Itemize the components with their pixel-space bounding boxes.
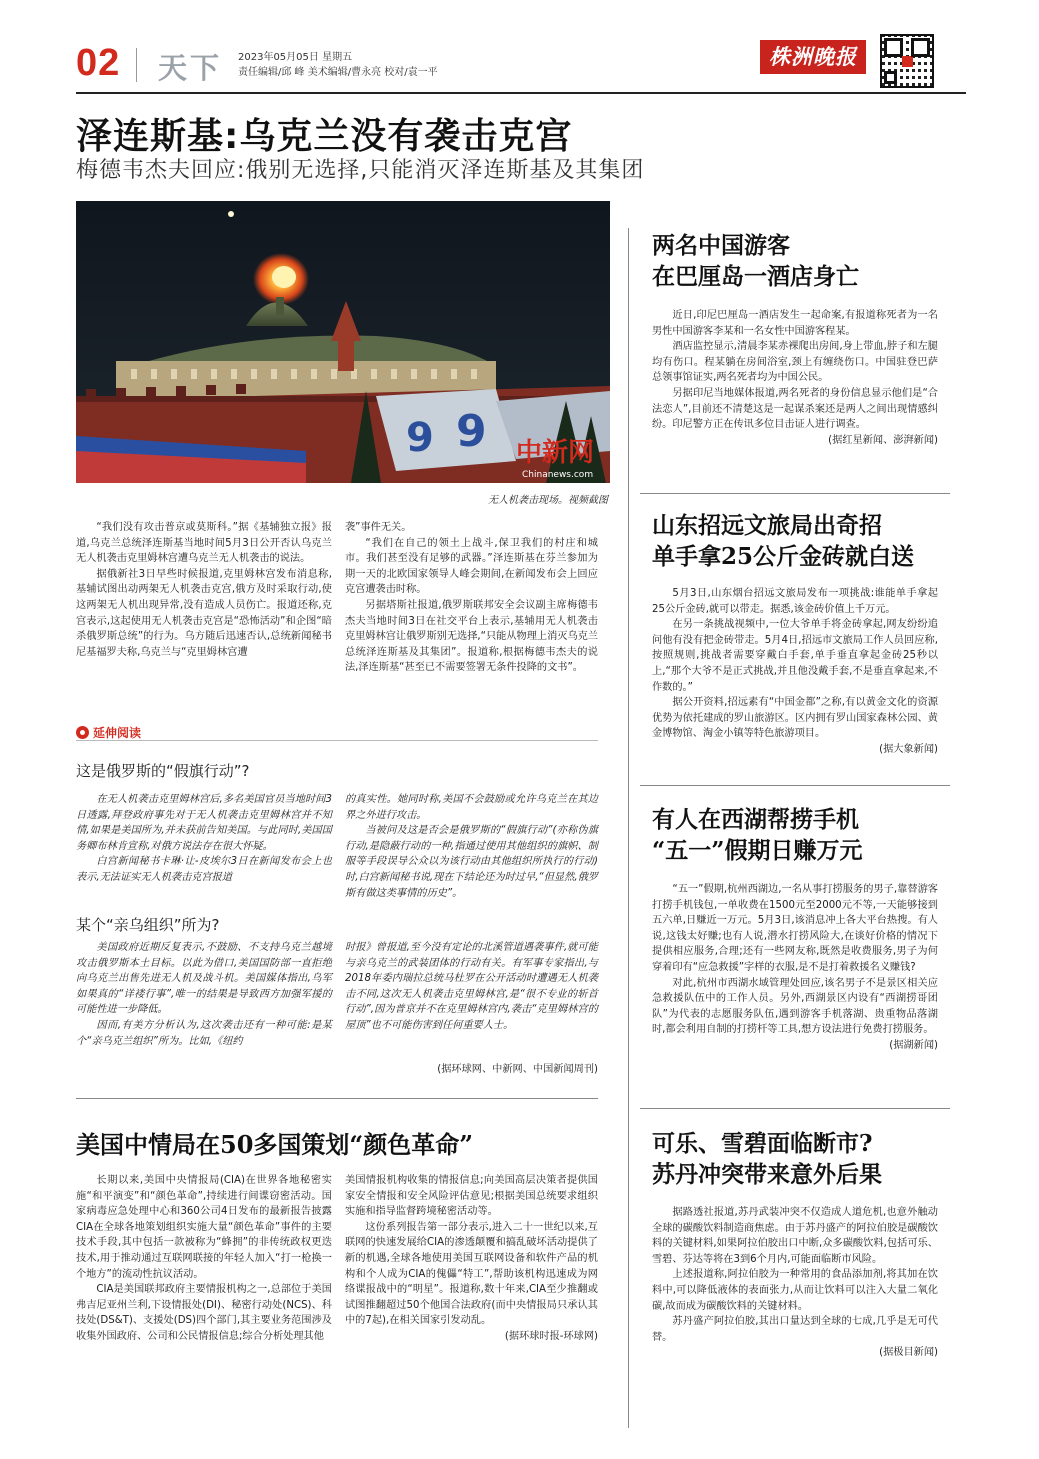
paragraph: 时报》曾报道,至今没有定论的北溪管道遇袭事件,就可能与亲乌克兰的武装团体的行动有关。有军事专家指出,与2018年委内瑞拉总统马杜罗在公开活动时遭遇无人机袭击不同,这次无人机袭击克里姆林宫,是“很不专业的斩首行动”,因为普京并不在克里姆林宫内,袭击“克里姆林宫的屋顶”也不可能伤害到任何重要人士。 — [345, 942, 598, 1031]
sidebar-divider — [640, 493, 950, 494]
newspaper-logo: 株洲晚报 — [760, 40, 866, 74]
sidebar-story-3 — [652, 882, 938, 1054]
page-header — [76, 38, 966, 90]
extended-source-wrap — [345, 1062, 598, 1078]
sidebar-story-1 — [652, 308, 938, 448]
paragraph: 美国情报机构收集的情报信息;向美国高层决策者提供国家安全情报和安全风险评估意见;根据美国总统要求组织实施和指导监督跨境秘密活动等。 — [345, 1175, 598, 1218]
lead-subheadline: 梅德韦杰夫回应:俄别无选择,只能消灭泽连斯基及其集团 — [76, 158, 645, 183]
paragraph: 据俄新社3日早些时候报道,克里姆林宫发布消息称,基辅试图出动两架无人机袭击克宫,俄方及时采取行动,使这两架无人机出现异常,没有造成人员伤亡。报道还称,克宫表示,这起使用无人机袭击克宫是“恐怖活动”和企图“暗杀俄罗斯总统”的行为。乌方随后迅速否认,总统新闻秘书尼基福罗夫称,乌克兰与“克里姆林宫遭 — [76, 568, 332, 658]
photo-watermark-url: Chinanews.com — [522, 470, 594, 480]
sidebar-headline-4: 可乐、雪碧面临断市? 苏丹冲突带来意外后果 — [652, 1130, 882, 1188]
cia-col2 — [345, 1173, 598, 1345]
editors-credit: 责任编辑/邱 峰 美术编辑/曹永亮 校对/袁一平 — [238, 67, 438, 78]
paragraph: “我们没有攻击普京或莫斯科。”据《基辅独立报》报道,乌克兰总统泽连斯基当地时间5月3日公开否认乌克兰无人机袭击克里姆林宫遭乌克兰无人机袭击的说法。 — [76, 522, 332, 565]
paragraph: 另据印尼当地媒体报道,两名死者的身份信息显示他们是“合法恋人”,目前还不清楚这是一起谋杀案还是两人之间出现情感纠纷。印尼警方正在传讯多位目击证人进行调查。 — [652, 387, 938, 431]
paragraph: 的真实性。她同时称,美国不会鼓励或允许乌克兰在其边界之外进行攻击。 — [345, 794, 598, 821]
kremlin-drone-image — [76, 201, 610, 483]
source-credit: (据极目新闻) — [879, 1347, 938, 1359]
header-divider — [136, 48, 137, 82]
paragraph: 因而,有美方分析认为,这次袭击还有一种可能:是某个“亲乌克兰组织”所为。比如,《纽约 — [76, 1019, 332, 1047]
paragraph: 这份系列报告第一部分表示,进入二十一世纪以来,互联网的快速发展给CIA的渗透颠覆和搞乱破坏活动提供了新的机遇,全球各地使用美国互联网设备和软件产品的机构和个人成为CIA的傀儡“特工”,帮助该机构迅速成为网络谍报战中的“明星”。报道称,数十年来,CIA至少推翻或试图推翻超过50个他国合法政府(而中央情报局只承认其中的7起),在相关国家引发动乱。 — [345, 1221, 598, 1327]
section-divider — [76, 1098, 598, 1099]
paragraph: 白宫新闻秘书卡琳·让-皮埃尔3日在新闻发布会上也表示,无法证实无人机袭击克宫报道 — [76, 856, 332, 883]
source-credit: (据湖新闻) — [889, 1039, 938, 1051]
sidebar-headline-1: 两名中国游客 在巴厘岛一酒店身亡 — [652, 232, 859, 290]
paragraph: “五一”假期,杭州西湖边,一名从事打捞服务的男子,靠替游客打捞手机钱包,一单收费在1500元至2000元不等,一天能够接到五六单,日赚近一万元。5月3日,该消息冲上各大平台热搜。有人说,这钱太好赚;也有人说,潜水打捞风险大,在谈好价格的情况下提供相应服务,合理;还有一些网友称,既然是收费服务,男子为何穿着印有“应急救援”字样的衣服,是不是打着救援名义赚钱? — [652, 884, 938, 973]
section-name: 天下 — [158, 51, 223, 85]
qr-code-icon — [880, 34, 934, 88]
lead-body-col2 — [345, 520, 598, 676]
paragraph: 当被问及这是否会是俄罗斯的“假旗行动”(亦称伪旗行动,是隐蔽行动的一种,指通过使用其他组织的旗帜、制服等手段误导公众以为该行动由其他组织所执行的行动)时,白宫新闻秘书说,现在下结论还为时过早,“但显然,俄罗斯有做这类事情的历史”。 — [345, 825, 598, 899]
cia-col1 — [76, 1173, 332, 1345]
svg-text:9: 9 — [406, 415, 434, 461]
extended-reading-tag — [76, 722, 141, 742]
paragraph: 美国政府近期反复表示,不鼓励、不支持乌克兰越境攻击俄罗斯本土目标。以此为借口,美国国防部一直拒绝向乌克兰出售先进无人机及战斗机。美国媒体指出,乌军如果真的“详褛行事”,唯一的结果是导致西方加强军援的可能性进一步降低。 — [76, 942, 332, 1016]
lead-photo — [76, 201, 610, 483]
paragraph: 近日,印尼巴厘岛一酒店发生一起命案,有报道称死者为一名男性中国游客李某和一名女性中国游客程某。 — [652, 310, 938, 337]
source-credit: (据环球网、中新网、中国新闻周刊) — [437, 1064, 598, 1075]
question-heading-2: 某个“亲乌组织”所为? — [76, 916, 220, 934]
paragraph: 在另一条挑战视频中,一位大爷单手将金砖拿起,网友纷纷追问他有没有把金砖带走。5月4日,招远市文旅局工作人员回应称,按照规则,挑战者需要穿戴白手套,单手垂直拿起金砖25秒以上,“那个大爷不是正式挑战,并且他没戴手套,不是垂直拿起来,不作数的。” — [652, 619, 938, 693]
sidebar-story-4 — [652, 1205, 938, 1361]
q2-col1 — [76, 940, 332, 1049]
paragraph: 长期以来,美国中央情报局(CIA)在世界各地秘密实施“和平演变”和“颜色革命”,持续进行间谍窃密活动。国家病毒应急处理中心和360公司4日发布的最新报告披露CIA在全球各地策划组织实施大量“颜色革命”事件的主要技术手段,其中包括一款被称为“蜂拥”的非传统政权更迭技术,用于推动通过互联网联接的年轻人加入“打一枪换一个地方”的流动性抗议活动。 — [76, 1175, 332, 1280]
column-divider — [628, 228, 629, 1428]
question-heading-1: 这是俄罗斯的“假旗行动”? — [76, 762, 250, 780]
paragraph: 对此,杭州市西湖水域管理处回应,该名男子不是景区相关应急救援队伍中的工作人员。另外,西湖景区内设有“西湖捞哥团队”为代表的志愿服务队伍,遇到游客手机落湖、贵重物品落湖时,都会利用自制的打捞杆等工具,想方设法进行免费打捞服务。 — [652, 977, 938, 1036]
paragraph: 据路透社报道,苏丹武装冲突不仅造成人道危机,也意外触动全球的碳酸饮料制造商焦虑。由于苏丹盛产的阿拉伯胶是碳酸饮料的关键材料,如果阿拉伯胶出口中断,众多碳酸饮料,包括可乐、雪碧、芬达等将在3到6个月内,可能面临断市风险。 — [652, 1207, 938, 1265]
q2-col2 — [345, 940, 598, 1034]
circle-marker-icon — [76, 726, 89, 739]
sidebar-divider — [640, 785, 950, 786]
paragraph: 在无人机袭击克里姆林宫后,多名美国官员当地时间3日透露,拜登政府事先对于无人机袭击克里姆林宫并不知情,如果是美国所为,并未获前告知美国。与此同时,美国国务卿布林肯宣称,对俄方说法存在很大怀疑。 — [76, 794, 332, 852]
source-credit: (据环球时报-环球网) — [504, 1330, 598, 1342]
sidebar-divider — [640, 1108, 950, 1109]
cia-headline: 美国中情局在50多国策划“颜色革命” — [76, 1130, 474, 1159]
issue-meta — [238, 50, 438, 80]
header-rule — [76, 92, 966, 94]
paragraph: 上述报道称,阿拉伯胶为一种常用的食品添加剂,将其加在饮料中,可以降低液体的表面张力,从而让饮料可以注入大量二氧化碳,故而成为碳酸饮料的关键材料。 — [652, 1269, 938, 1312]
q1-col1 — [76, 792, 332, 886]
paragraph: 苏丹盛产阿拉伯胶,其出口量达到全球的七成,几乎是无可代替。 — [652, 1316, 938, 1343]
paragraph: 酒店监控显示,清晨李某赤裸爬出房间,身上带血,脖子和左腿均有伤口。程某躺在房间浴室,颈上有缠绕伤口。中国驻登巴萨总领事馆证实,两名死者均为中国公民。 — [652, 341, 938, 384]
paragraph: “我们在自己的领土上战斗,保卫我们的村庄和城市。我们甚至没有足够的武器。”泽连斯基在芬兰参加为期一天的北欧国家领导人峰会期间,在新闻发布会上回应克宫遭袭击时称。 — [345, 537, 598, 596]
paragraph: 袭”事件无关。 — [345, 522, 412, 533]
tag-divider — [76, 740, 598, 741]
photo-watermark: 中新网 — [516, 438, 595, 468]
paragraph: CIA是美国联邦政府主要情报机构之一,总部位于美国弗吉尼亚州兰利,下设情报处(DI)、秘密行动处(NCS)、科技处(DS&T)、支援处(DS)四个部门,其主要业务范围涉及收集外国政府、公司和公民情报信息;综合分析处理其他 — [76, 1284, 332, 1342]
sidebar-story-2 — [652, 586, 938, 758]
source-credit: (据大象新闻) — [879, 743, 938, 755]
lead-headline: 泽连斯基:乌克兰没有袭击克宫 — [76, 116, 573, 157]
sidebar-headline-3: 有人在西湖帮捞手机 “五一”假期日赚万元 — [652, 806, 863, 864]
issue-date: 2023年05月05日 星期五 — [238, 52, 353, 63]
source-credit: (据红星新闻、澎湃新闻) — [828, 434, 938, 446]
photo-caption: 无人机袭击现场。视频截图 — [488, 495, 608, 506]
tag-label: 延伸阅读 — [93, 725, 142, 740]
q1-col2 — [345, 792, 598, 901]
paragraph: 另据塔斯社报道,俄罗斯联邦安全会议副主席梅德韦杰夫当地时间3日在社交平台上表示,基辅用无人机袭击克里姆林宫让俄罗斯别无选择,“只能从物理上消灭乌克兰总统泽连斯基及其集团”。报道称,根据梅德韦杰夫的说法,泽连斯基“甚至已不需要签署无条件投降的文书”。 — [345, 599, 599, 674]
paragraph: 5月3日,山东烟台招远文旅局发布一项挑战:谁能单手拿起25公斤金砖,就可以带走。据悉,该金砖价值上千万元。 — [652, 588, 938, 615]
sidebar-headline-2: 山东招远文旅局出奇招 单手拿25公斤金砖就白送 — [652, 512, 915, 570]
lead-body-col1 — [76, 520, 332, 660]
paragraph: 据公开资料,招远素有“中国金都”之称,有以黄金文化的资源优势为依托建成的罗山旅游区。区内拥有罗山国家森林公园、黄金博物馆、淘金小镇等特色旅游项目。 — [652, 697, 938, 740]
svg-text:9: 9 — [456, 406, 487, 457]
page-number: 02 — [76, 42, 121, 84]
